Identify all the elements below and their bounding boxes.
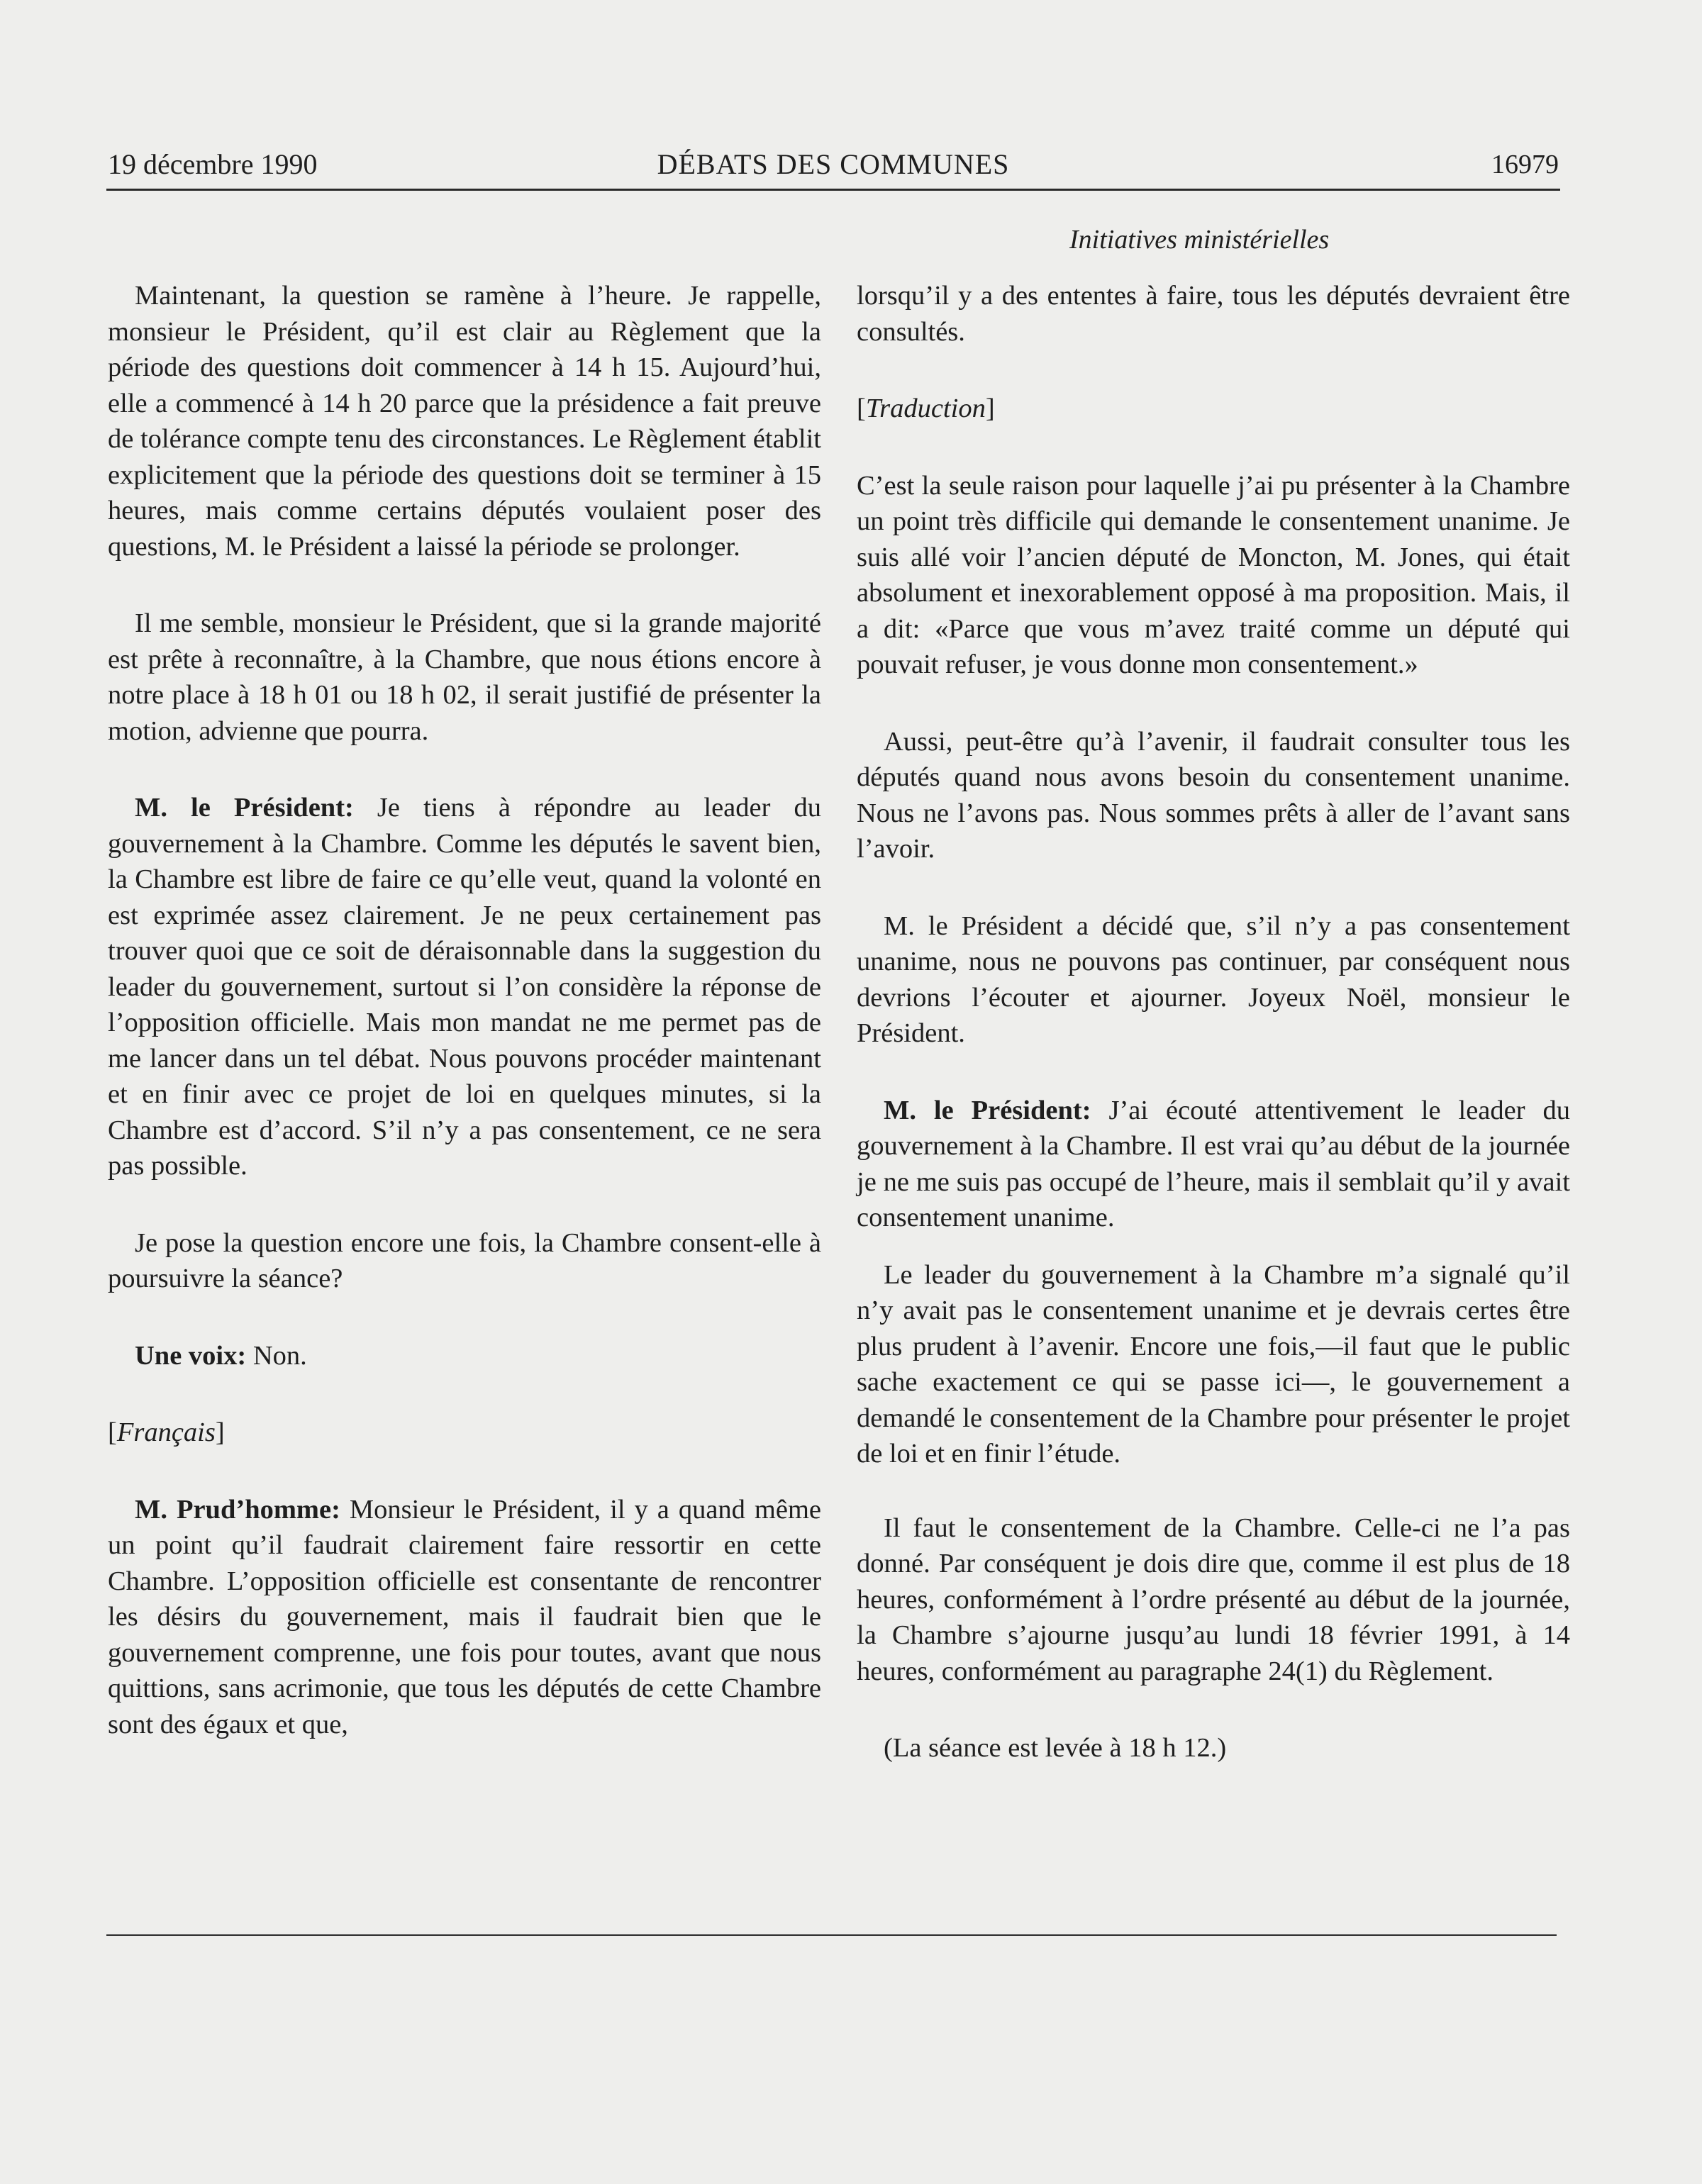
speaker-name: M. le Président:: [135, 793, 354, 823]
speech-paragraph: [857, 1093, 1570, 1236]
speech-text: Non.: [246, 1340, 307, 1371]
speaker-name: Une voix:: [135, 1340, 247, 1371]
speech-text: Monsieur le Président, il y a quand même un point qu’il faudrait clairement faire ressortir en cette Chambre. L’opposition officielle est consentante de rencontrer les désirs du gouvernement, mais il faudrait bien que le gouvernement comprenne, une fois pour toutes, avant que nous quittions, sans acrimonie, que tous les députés de cette Chambre sont des égaux et que,: [108, 1494, 821, 1739]
footer-rule: [106, 1934, 1557, 1936]
paragraph: Aussi, peut-être qu’à l’avenir, il faudrait consulter tous les députés quand nous avons besoin du consentement unanime. Nous ne l’avons pas. Nous sommes prêts à aller de l’avant sans l’avoir.: [857, 726, 1570, 864]
page-header: [108, 147, 1559, 184]
paragraph: Je pose la question encore une fois, la Chambre consent-elle à poursuivre la séance?: [108, 1227, 821, 1293]
speaker-name: M. le Président:: [884, 1095, 1091, 1125]
language-tag-text: Français: [116, 1417, 216, 1447]
header-rule: [106, 189, 1560, 191]
paragraph: Le leader du gouvernement à la Chambre m’a signalé qu’il n’y avait pas le consentement unanime et je devrais certes être plus prudent à l’avenir. Encore une fois,—il faut que le public sache exactement ce qui se passe ici—, le gouvernement a demandé le consentement de la Chambre pour présenter le projet de loi et en finir l’étude.: [857, 1259, 1570, 1469]
paragraph: Il faut le consentement de la Chambre. Celle-ci ne l’a pas donné. Par conséquent je dois dire que, comme il est plus de 18 heures, conformément à l’ordre présenté au début de la journée, la Chambre s’ajourne jusqu’au lundi 18 février 1991, à 14 heures, conformément au paragraphe 24(1) du Règlement.: [857, 1512, 1570, 1686]
language-tag-text: Traduction: [865, 394, 986, 423]
paragraph: M. le Président a décidé que, s’il n’y a pas consentement unanime, nous ne pouvons pas continuer, par conséquent nous devrions l’écouter et ajourner. Joyeux Noël, monsieur le Président.: [857, 910, 1570, 1048]
language-tag: [Traduction]: [857, 394, 995, 423]
header-page-number: 16979: [1491, 150, 1559, 179]
paragraph: Il me semble, monsieur le Président, que si la grande majorité est prête à reconnaître, à la Chambre, que nous étions encore à notre place à 18 h 01 ou 18 h 02, il serait justifié de présenter la motion, advienne que pourra.: [108, 608, 821, 746]
header-date: 19 décembre 1990: [108, 148, 318, 180]
paragraph: lorsqu’il y a des ententes à faire, tous les députés devraient être consultés.: [857, 281, 1570, 347]
left-column: [108, 278, 821, 1783]
header-journal-title: DÉBATS DES COMMUNES: [657, 148, 1010, 180]
speech-paragraph: [108, 1338, 821, 1374]
adjournment-note: (La séance est levée à 18 h 12.): [884, 1733, 1227, 1763]
paragraph: C’est la seule raison pour laquelle j’ai pu présenter à la Chambre un point très difficile qui demande le consentement unanime. Je suis allé voir l’ancien député de Moncton, M. Jones, qui était absolument et inexorablement opposé à ma proposition. Mais, il a dit: «Parce que vous m’avez traité comme un député qui pouvait refuser, je vous donne mon consentement.»: [857, 470, 1570, 679]
paragraph: Maintenant, la question se ramène à l’heure. Je rappelle, monsieur le Président, qu’il est clair au Règlement que la période des questions doit commencer à 14 h 15. Aujourd’hui, elle a commencé à 14 h 20 parce que la présidence a fait preuve de tolérance compte tenu des circonstances. Le Règlement établit explicitement que la période des questions doit se terminer à 15 heures, mais comme certains députés voulaient poser des questions, M. le Président a laissé la période se prolonger.: [108, 281, 821, 562]
speech-paragraph: [108, 790, 821, 1184]
speech-text: J’ai écouté attentivement le leader du gouvernement à la Chambre. Il est vrai qu’au début de la journée je ne me suis pas occupé de l’heure, mais il semblait qu’il y avait consentement unanime.: [857, 1095, 1570, 1232]
speech-paragraph: [108, 1492, 821, 1743]
speaker-name: M. Prud’homme:: [135, 1494, 340, 1525]
language-tag: [Français]: [108, 1417, 225, 1447]
section-label: Initiatives ministérielles: [1069, 225, 1330, 255]
right-column: [857, 278, 1570, 1807]
speech-text: Je tiens à répondre au leader du gouvernement à la Chambre. Comme les députés le savent bien, la Chambre est libre de faire ce qu’elle veut, quand la volonté en est exprimée assez clairement. Je ne peux certainement pas trouver quoi que ce soit de déraisonnable dans la suggestion du leader du gouvernement, surtout si l’on considère la réponse de l’opposition officielle. Mais mon mandat ne me permet pas de me lancer dans un tel débat. Nous pouvons procéder maintenant et en finir avec ce projet de loi en quelques minutes, si la Chambre est d’accord. S’il n’y a pas consentement, ce ne sera pas possible.: [108, 793, 821, 1181]
